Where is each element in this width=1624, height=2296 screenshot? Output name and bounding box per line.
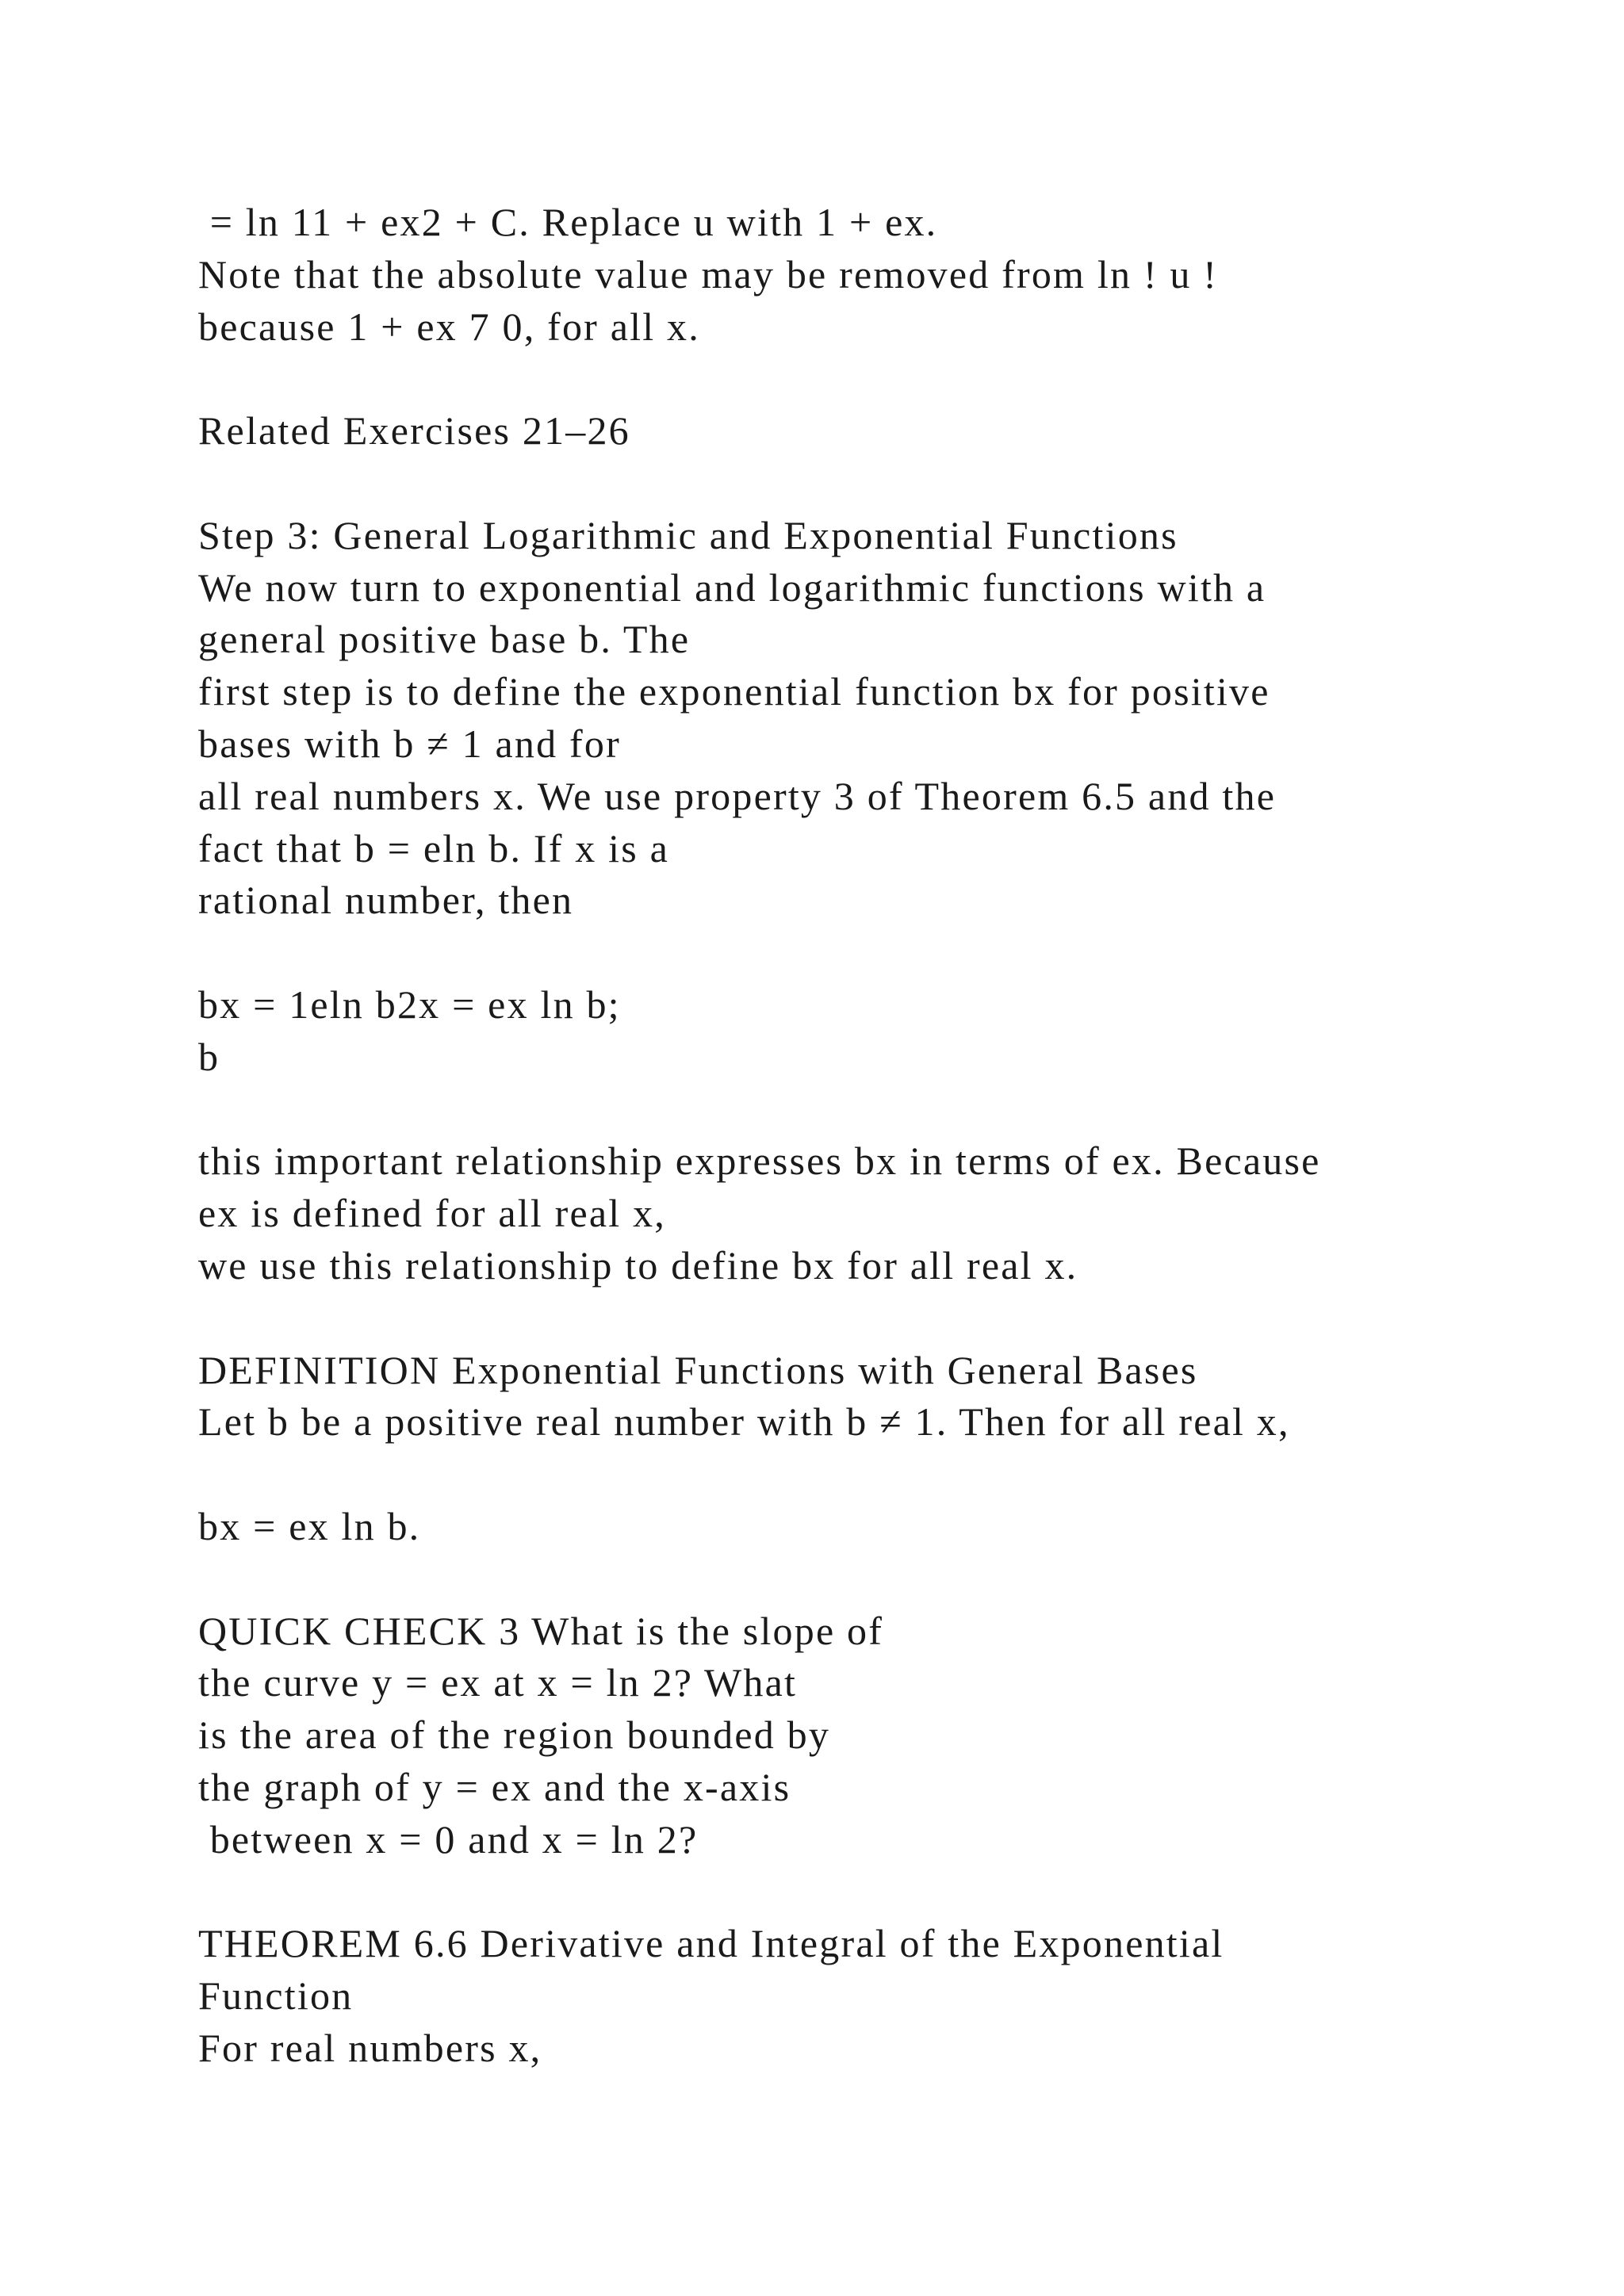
text-line: first step is to define the exponential function bx for positive — [198, 669, 1270, 714]
equation-line: bx = 1eln b2x = ex ln b; — [198, 982, 621, 1027]
text-line: rational number, then — [198, 878, 574, 923]
text-line: For real numbers x, — [198, 2025, 542, 2070]
text-line: the curve y = ex at x = ln 2? What — [198, 1660, 798, 1705]
blank-line — [198, 1448, 1546, 1501]
equation-line: b — [198, 1034, 220, 1079]
blank-line — [198, 1084, 1546, 1136]
text-line: this important relationship expresses bx in terms of ex. Because — [198, 1138, 1321, 1184]
section-heading: Step 3: General Logarithmic and Exponential Functions — [198, 512, 1178, 557]
text-line: the graph of y = ex and the x-axis — [198, 1764, 791, 1809]
text-line: is the area of the region bounded by — [198, 1712, 831, 1758]
text-line: Let b be a positive real number with b ≠ 1. Then for all real x, — [198, 1399, 1290, 1445]
text-line: bases with b ≠ 1 and for — [198, 721, 621, 766]
text-line: general positive base b. The — [198, 617, 691, 662]
text-line: all real numbers x. We use property 3 of Theorem 6.5 and the — [198, 773, 1277, 818]
blank-line — [198, 1553, 1546, 1605]
blank-line — [198, 1866, 1546, 1919]
blank-line — [198, 457, 1546, 510]
text-line: Note that the absolute value may be removed from ln ! u ! — [198, 251, 1219, 297]
text-line: Function — [198, 1973, 354, 2019]
related-exercises: Related Exercises 21–26 — [198, 408, 630, 453]
theorem-heading: THEOREM 6.6 Derivative and Integral of the Exponential — [198, 1921, 1224, 1966]
text-line: ex is defined for all real x, — [198, 1191, 666, 1236]
text-line: between x = 0 and x = ln 2? — [198, 1816, 699, 1862]
equation-line: bx = ex ln b. — [198, 1503, 421, 1548]
definition-heading: DEFINITION Exponential Functions with General Bases — [198, 1347, 1198, 1392]
quick-check-heading: QUICK CHECK 3 What is the slope of — [198, 1608, 884, 1653]
text-line: we use this relationship to define bx for all real x. — [198, 1242, 1078, 1288]
text-line: = ln 11 + ex2 + C. Replace u with 1 + ex. — [198, 200, 938, 244]
text-line: fact that b = eln b. If x is a — [198, 825, 670, 871]
blank-line — [198, 1292, 1546, 1345]
blank-line — [198, 927, 1546, 979]
text-line: We now turn to exponential and logarithmic functions with a — [198, 564, 1266, 610]
blank-line — [198, 353, 1546, 405]
document-page — [198, 197, 1546, 2075]
text-line: because 1 + ex 7 0, for all x. — [198, 304, 700, 349]
